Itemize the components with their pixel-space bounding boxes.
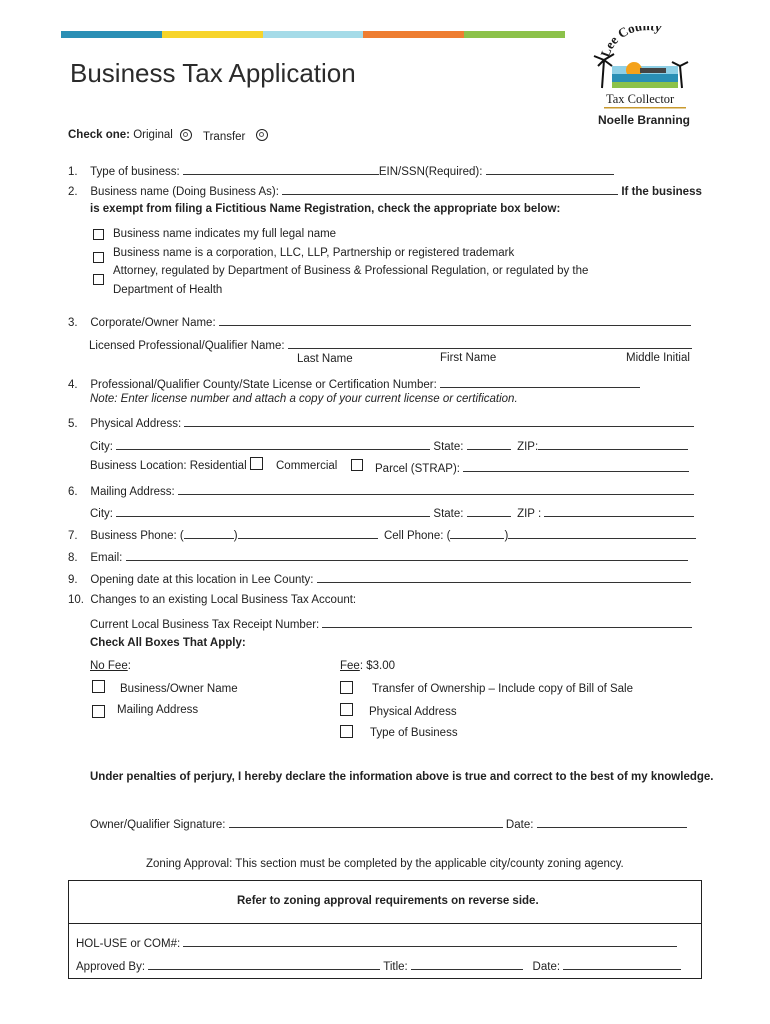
first-name-label: First Name [440,352,497,364]
business-phone-field[interactable] [238,527,378,539]
collector-name: Noelle Branning [598,113,691,127]
q10-number: 10. [68,594,84,606]
check-one-row [68,129,173,141]
row-signature [90,816,687,831]
hol-use-field[interactable] [183,935,677,947]
perjury-statement: Under penalties of perjury, I hereby declare the information above is true and correct to the best of my knowledge. [90,771,714,783]
commercial-label: Commercial [276,460,338,472]
transfer-radio[interactable] [256,129,268,141]
row-physical-address [68,415,694,430]
q7-number: 7. [68,530,78,542]
state-label: State: [433,441,464,453]
check-one-label: Check one [68,129,127,141]
zoning-date-field[interactable] [563,958,681,970]
q8-number: 8. [68,552,78,564]
exempt-option-2: Business name is a corporation, LLC, LLP, Partnership or registered trademark [113,247,515,259]
zoning-title-field[interactable] [411,958,523,970]
physical-state-field[interactable] [467,438,511,450]
fee-amount: : $3.00 [359,660,395,672]
signature-label: Owner/Qualifier Signature: [90,819,226,831]
mailing-address-checkbox[interactable] [92,705,105,718]
q1-number: 1. [68,166,78,178]
zoning-divider [68,923,702,924]
mailing-city-field[interactable] [116,505,430,517]
hol-use-label: HOL-USE or COM#: [76,938,181,950]
changes-label: Changes to an existing Local Business Tax Account: [90,594,357,606]
city-label: City: [90,508,113,520]
row-mailing-address [68,483,694,498]
cell-phone-area-field[interactable] [450,527,504,539]
exempt-checkbox-2[interactable] [93,252,104,263]
mailing-state-field[interactable] [467,505,511,517]
lee-county-logo [590,26,695,112]
row-mailing-city [90,505,694,520]
q3-lic-label: Licensed Professional/Qualifier Name: [89,340,285,352]
q2-number: 2. [68,186,78,198]
row-hol-use [76,935,677,950]
q1-label: Type of business: [90,166,180,178]
no-fee-heading [90,660,131,672]
row-business-name [68,183,702,198]
type-of-business-field[interactable] [183,163,379,175]
mailing-address-option: Mailing Address [117,704,199,716]
logo-arc-text: Lee Cou y [597,26,664,60]
exempt-option-3-cont: Department of Health [113,284,223,296]
middle-initial-label: Middle Initial [626,352,690,364]
business-phone-area-field[interactable] [184,527,234,539]
row-corporate-owner [68,314,691,329]
fee-heading [340,660,395,672]
page-title: Business Tax Application [70,58,356,88]
zip-label: ZIP : [517,508,542,520]
parcel-label: Parcel (STRAP): [375,463,460,475]
row-phones [68,527,696,542]
business-location-label: Business Location: Residential [90,460,247,472]
row-changes [68,594,356,606]
q4-label: Professional/Qualifier County/State License or Certification Number: [90,379,437,391]
parcel-field[interactable] [463,460,689,472]
commercial-checkbox[interactable] [351,459,363,471]
transfer-label: Transfer [203,131,246,143]
license-number-field[interactable] [440,376,640,388]
exempt-checkbox-1[interactable] [93,229,104,240]
row-licensed-professional [89,337,692,352]
row-type-of-business [68,163,614,178]
q6-label: Mailing Address: [90,486,175,498]
original-radio[interactable] [180,129,192,141]
corporate-owner-field[interactable] [219,314,691,326]
exempt-instruction: is exempt from filing a Fictitious Name Registration, check the appropriate box below: [90,203,561,215]
check-all-heading: Check All Boxes That Apply: [90,637,246,649]
state-label: State: [433,508,464,520]
physical-address-option: Physical Address [369,706,457,718]
color-bar-1 [61,31,162,38]
color-bar-3 [263,31,363,38]
business-name-field[interactable] [282,183,618,195]
check-one-colon: : [126,129,131,141]
row-physical-city [90,438,688,453]
q9-number: 9. [68,574,78,586]
ein-ssn-field[interactable] [486,163,614,175]
zoning-refer: Refer to zoning approval requirements on reverse side. [237,895,539,907]
color-bar-2 [162,31,263,38]
exempt-checkbox-3[interactable] [93,274,104,285]
q6-number: 6. [68,486,78,498]
row-approved-by [76,958,681,973]
approved-by-label: Approved By: [76,961,146,973]
type-of-business-option: Type of Business [370,727,458,739]
physical-zip-field[interactable] [538,438,688,450]
physical-address-field[interactable] [184,415,694,427]
transfer-ownership-option: Transfer of Ownership – Include copy of Bill of Sale [372,683,634,695]
logo-tax-collector: Tax Collector [606,92,675,106]
email-field[interactable] [126,549,688,561]
zoning-title-label: Title: [383,961,408,973]
business-phone-close: ) [233,530,238,542]
owner-name-option: Business/Owner Name [120,683,238,695]
owner-name-checkbox[interactable] [92,680,105,693]
residential-checkbox[interactable] [250,457,263,470]
color-bar-4 [363,31,464,38]
licensed-professional-field[interactable] [288,337,692,349]
q4-number: 4. [68,379,78,391]
row-receipt-number [90,616,692,631]
receipt-number-label: Current Local Business Tax Receipt Number: [90,619,320,631]
q3-number: 3. [68,317,78,329]
mailing-zip-field[interactable] [544,505,694,517]
mailing-address-field[interactable] [178,483,694,495]
row-email [68,549,688,564]
email-label: Email: [90,552,123,564]
exempt-option-3: Attorney, regulated by Department of Business & Professional Regulation, or regulated by the [113,265,589,277]
q2-label: Business name (Doing Business As): [90,186,279,198]
fee-label: Fee [340,660,360,672]
ein-label: EIN/SSN(Required): [378,166,483,178]
color-bar-5 [464,31,565,38]
zip-label: ZIP: [517,441,539,453]
q3-label: Corporate/Owner Name: [90,317,216,329]
row-parcel [375,460,689,475]
business-phone-label: Business Phone: ( [90,530,184,542]
license-note: Note: Enter license number and attach a copy of your current license or certification. [90,393,518,405]
svg-text:Lee County [597,26,664,59]
last-name-label: Last Name [297,353,353,365]
type-of-business-checkbox[interactable] [340,725,353,738]
opening-date-label: Opening date at this location in Lee County: [90,574,314,586]
q2-bold-text: If the business [621,186,702,198]
transfer-ownership-checkbox[interactable] [340,681,353,694]
signature-date-field[interactable] [537,816,687,828]
original-label: Original [133,129,173,141]
exempt-option-1: Business name indicates my full legal name [113,228,337,240]
no-fee-colon: : [127,660,131,672]
no-fee-label: No Fee [90,660,128,672]
opening-date-field[interactable] [317,571,691,583]
signature-field[interactable] [229,816,503,828]
row-license-number [68,376,640,391]
q5-label: Physical Address: [90,418,182,430]
q5-number: 5. [68,418,78,430]
cell-phone-field[interactable] [508,527,696,539]
physical-address-checkbox[interactable] [340,703,353,716]
approved-by-field[interactable] [148,958,380,970]
cell-phone-label: Cell Phone: ( [383,530,451,542]
signature-date-label: Date: [505,819,534,831]
row-opening-date [68,571,691,586]
physical-city-field[interactable] [116,438,430,450]
cell-phone-close: ) [504,530,509,542]
receipt-number-field[interactable] [322,616,692,628]
city-label: City: [90,441,113,453]
zoning-date-label: Date: [532,961,561,973]
zoning-note: Zoning Approval: This section must be completed by the applicable city/county zoning agency. [146,858,624,870]
